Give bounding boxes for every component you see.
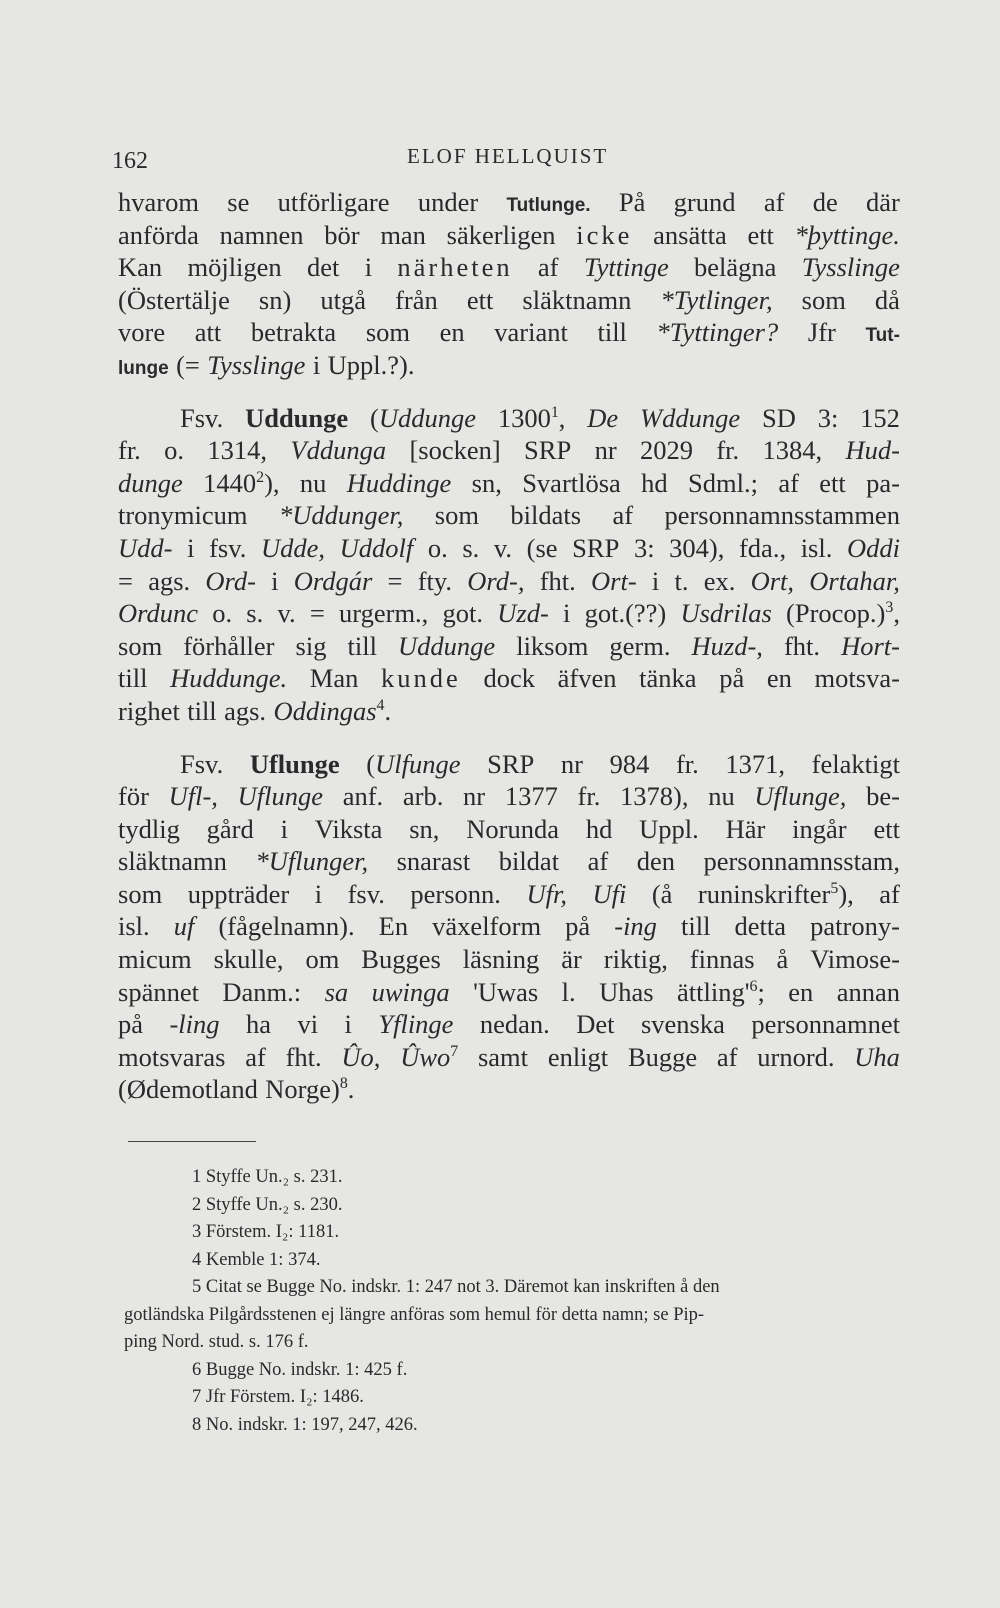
running-head: ELOF HELLQUIST — [407, 144, 609, 168]
footnotes — [124, 1164, 914, 1439]
footnote: 7 Jfr Förstem. I₂: 1486. — [192, 1387, 364, 1407]
text-line: tydlig gård i Viksta sn, Norunda hd Uppl. Här ingår ett — [118, 813, 900, 844]
text-line: fr. o. 1314, Vddunga [socken] SRP nr 2029 fr. 1384, Hud- — [118, 435, 900, 466]
page-body — [118, 186, 900, 1106]
footnote: 3 Förstem. I₂: 1181. — [192, 1222, 340, 1242]
text-line: (Ødemotland Norge)$^8$. — [118, 1074, 355, 1105]
text-line: som uppträder i fsv. personn. Ufr, Ufi (å runinskrifter$^5$), af — [118, 878, 900, 909]
footnote: 4 Kemble 1: 374. — [192, 1249, 321, 1270]
text-line: = ags. Ord- i Ordgár = fty. Ord-, fht. Ort- i t. ex. Ort, Ortahar, — [118, 565, 900, 596]
footnote: 5 Citat se Bugge No. indskr. 1: 247 not 3. Däremot kan inskriften å den — [192, 1277, 720, 1297]
text-line: som förhåller sig till Uddunge liksom germ. Huzd-, fht. Hort- — [118, 630, 900, 661]
text-line: micum skulle, om Bugges läsning är riktig, finnas å Vimose- — [118, 944, 900, 975]
text-line: till Huddunge. Man kunde dock äfven tänka på en motsva- — [118, 663, 900, 694]
text-line: Kan möjligen det i närheten af Tyttinge belägna Tysslinge — [118, 252, 900, 283]
text-line: Fsv. Uddunge (Uddunge 1300$^1$, De Wddunge SD 3: 152 — [180, 402, 900, 433]
text-line: Ordunc o. s. v. = urgerm., got. Uzd- i got.(??) Usdrilas (Procop.)$^3$, — [118, 598, 900, 629]
text-line: tronymicum *Uddunger, som bildats af personnamnsstammen — [118, 500, 900, 531]
text-line: för Ufl-, Uflunge anf. arb. nr 1377 fr. 1378), nu Uflunge, be- — [118, 781, 900, 812]
footnote: 6 Bugge No. indskr. 1: 425 f. — [192, 1359, 408, 1380]
footnote-rule — [128, 1141, 256, 1142]
footnote-continuation: gotländska Pilgårdsstenen ej längre anföras som hemul för detta namn; se Pip- — [124, 1304, 705, 1325]
text-line: Fsv. Uflunge (Ulfunge SRP nr 984 fr. 1371, felaktigt — [180, 748, 900, 779]
page-number: 162 — [112, 148, 148, 174]
text-line: släktnamn *Uflunger, snarast bildat af den personnamnsstam, — [118, 846, 900, 877]
text-line: spännet Danm.: sa uwinga 'Uwas l. Uhas $ättling'^6$; en annan — [118, 976, 900, 1007]
footnote: 1 Styffe Un.₂ s. 231. — [192, 1167, 343, 1187]
text-line: på -ling ha vi i Yflinge nedan. Det svenska personnamnet — [118, 1009, 900, 1040]
text-line: lunge (= Tysslinge i Uppl.?). — [118, 349, 415, 380]
text-line: Udd- i fsv. Udde, Uddolf o. s. v. (se SRP 3: 304), fda., isl. Oddi — [118, 532, 900, 563]
text-line: hvarom se utförligare under Tutlunge. På grund af de där — [118, 187, 900, 217]
footnote: 8 No. indskr. 1: 197, 247, 426. — [192, 1414, 418, 1435]
footnote: 2 Styffe Un.₂ s. 230. — [192, 1194, 343, 1215]
text-line: (Östertälje sn) utgå från ett släktnamn *Tytlinger, som då — [118, 284, 900, 315]
text-line: dunge 1440$^2$), nu Huddinge sn, Svartlösa hd Sdml.; af ett pa- — [118, 467, 900, 498]
text-line: vore att betrakta som en variant till *Tyttinger? Jfr Tut- — [118, 317, 900, 348]
text-line: anförda namnen bör man säkerligen icke ansätta ett *þyttinge. — [118, 219, 900, 250]
text-line: motsvaras af fht. Ûo, Ûwo$^7$ samt enligt Bugge af urnord. Uha — [118, 1041, 900, 1072]
page-header — [112, 138, 902, 178]
text-line: righet till ags. Oddingas$^4$. — [118, 695, 392, 726]
text-line: isl. uf (fågelnamn). En växelform på -ing till detta patrony- — [118, 911, 900, 942]
footnote-continuation: ping Nord. stud. s. 176 f. — [124, 1332, 309, 1352]
